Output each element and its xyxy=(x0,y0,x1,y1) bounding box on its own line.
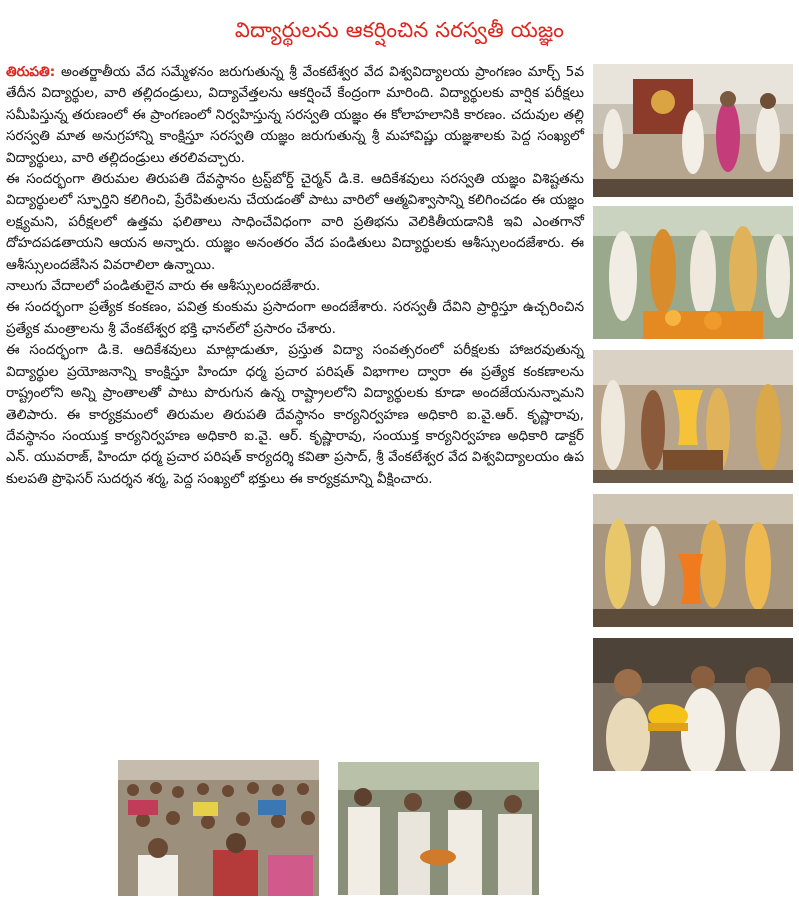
photo-audience xyxy=(118,760,319,896)
article-paragraph-1 xyxy=(6,62,584,169)
photo-stage-ceremony xyxy=(593,64,793,197)
article-body xyxy=(6,62,584,490)
article-paragraph-5: ఈ సందర్భంగా డి.కె. ఆదికేశవులు మాట్లాడుతూ, ప్రస్తుత విద్యా సంవత్సరంలో పరీక్షలకు హాజరవుతున్న విద్యార్థుల ప్రయోజనాన్ని కాంక్షిస్తూ హిందూ ధర్మ ప్రచార పరిషత్ విభాగాల ద్వారా ఈ ప్రత్యేక కంకణాలను రాష్ట్రంలోని అన్ని ప్రాంతాలతో పాటు పొరుగున ఉన్న రాష్ట్రాలలోని విద్యార్థులకు కూడా అందజేయనున్నామని తెలిపారు. ఈ కార్యక్రమంలో తిరుమల తిరుపతి దేవస్థానం కార్యనిర్వహణ అధికారి ఐ.వై.ఆర్. కృష్ణారావు, దేవస్థానం సంయుక్త కార్యనిర్వహణ అధికారి ఐ.వై. ఆర్. కృష్ణారావు, సంయుక్త కార్యనిర్వహణ అధికారి డాక్టర్ ఎన్. యువరాజ్, హిందూ ధర్మ ప్రచార పరిషత్ కార్యదర్శి కవితా ప్రసాద్, శ్రీ వేంకటేశ్వర వేద విశ్వవిద్యాలయం ఉప కులపతి ప్రొఫెసర్ సుదర్శన శర్మ, పెద్ద సంఖ్యలో భక్తులు ఈ కార్యక్రమాన్ని వీక్షించారు. xyxy=(6,342,584,487)
headline-container xyxy=(0,18,799,48)
article-paragraph-4: ఈ సందర్భంగా ప్రత్యేక కంకణం, పవిత్ర కుంకుమ ప్రసాదంగా అందజేశారు. సరస్వతీ దేవిని ప్రార్థిస్తూ ఉచ్చరించిన ప్రత్యేక మంత్రాలను శ్రీ వేంకటేశ్వర భక్తి ఛానల్‌లో ప్రసారం చేశారు. xyxy=(6,299,584,337)
headline: విద్యార్థులను ఆకర్షించిన సరస్వతీ యజ్ఞం xyxy=(234,18,565,42)
paragraph-1-text: అంతర్జాతీయ వేద సమ్మేళనం జరుగుతున్న శ్రీ వేంకటేశ్వర వేద విశ్వవిద్యాలయ ప్రాంగణం మార్చ్ 5వ తేదీన విద్యార్థుల, వారి తల్లిదండ్రులు, విద్యావేత్తలను ఆకర్షించే కేంద్రంగా మారింది. విద్యార్థులకు వార్షిక పరీక్షలు సమీపిస్తున్న తరుణంలో ఈ ప్రాంగణంలో నిర్వహిస్తున్న సరస్వతి యజ్ఞం ఈ కోలాహలానికి కారణం. చదువుల తల్లి సరస్వతి మాత అనుగ్రహాన్ని కాంక్షిస్తూ సరస్వతి యజ్ఞం జరుగుతున్న శ్రీ మహావిష్ణు యజ్ఞశాలకు పెద్ద సంఖ్యలో విద్యార్థులు, వారి తల్లిదండ్రులు తరలివచ్చారు. xyxy=(6,64,584,166)
photo-kankanam-distribution xyxy=(338,762,539,895)
dateline: తిరుపతి: xyxy=(6,64,56,80)
photo-fire-offering xyxy=(593,350,793,483)
article-paragraph-3: నాలుగు వేదాలలో పండితులైన వారు ఈ ఆశీస్సులందజేశారు. xyxy=(6,278,321,295)
photo-yagna-priests xyxy=(593,206,793,339)
article-paragraph-2: ఈ సందర్భంగా తిరుమల తిరుపతి దేవస్థానం ట్రస్ట్‌బోర్డ్ చైర్మన్ డి.కె. ఆదికేశవులు సరస్వతి యజ్ఞం విశిష్టతను విద్యార్థులలో స్ఫూర్తిని కలిగించి, ప్రేరేపితులను చేయడంతో పాటు వారిలో ఆత్మవిశ్వాసాన్ని కలిగించడం ఈ యజ్ఞం లక్ష్యమని, పరీక్షలలో ఉత్తమ ఫలితాలు సాధించేవిధంగా వారి ప్రతిభను వెలికితీయడానికి ఇవి ఎంతగానో దోహదపడతాయని ఆయన అన్నారు. యజ్ఞం అనంతరం వేద పండితులు విద్యార్థులకు ఆశీస్సులందజేశారు. ఈ ఆశీస్సులందజేసిన వివరాలిలా ఉన్నాయి. xyxy=(6,171,584,273)
photo-havan xyxy=(593,494,793,627)
photo-felicitation xyxy=(593,638,793,771)
